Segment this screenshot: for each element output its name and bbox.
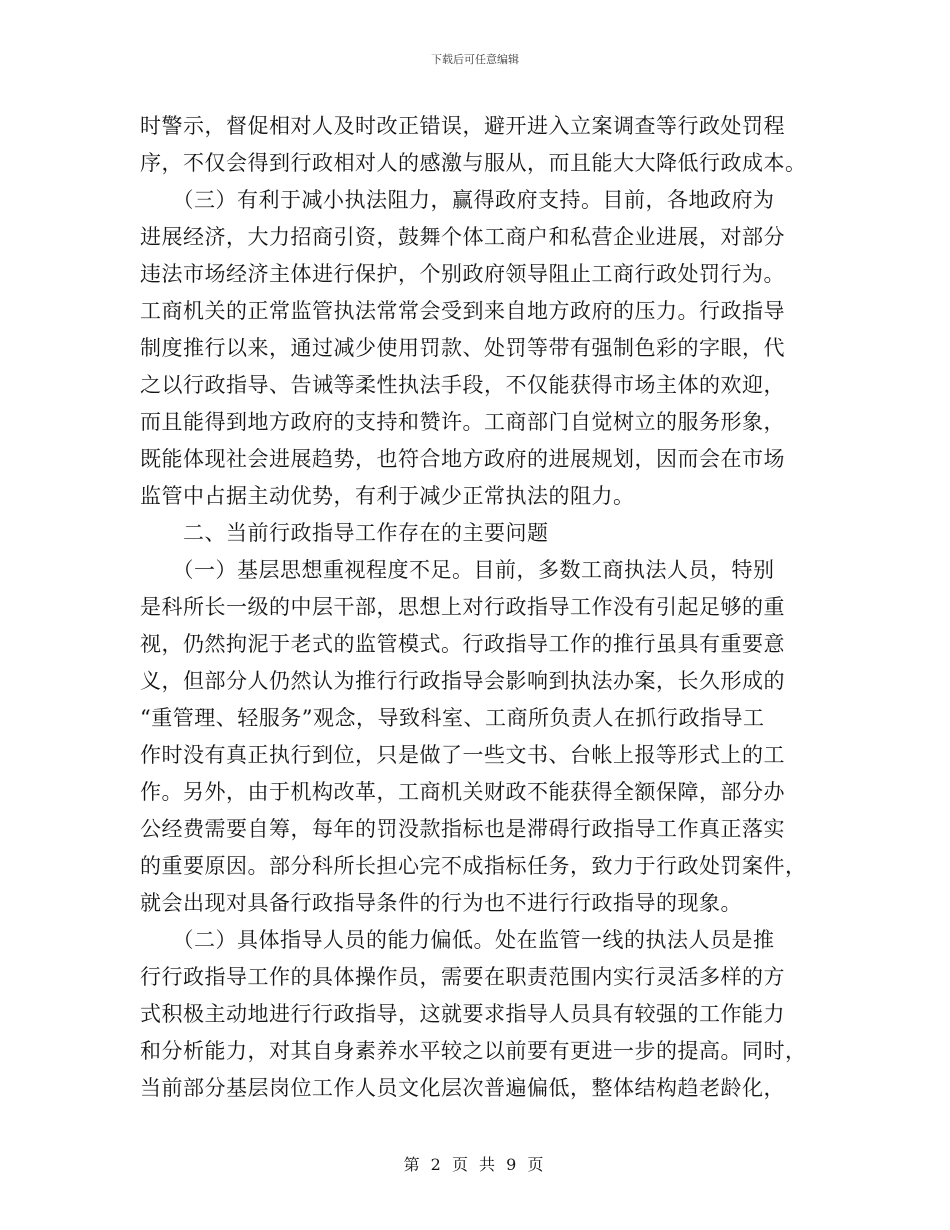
- body-text-line: 工商机关的正常监管执法常常会受到来自地方政府的压力。行政指导: [140, 299, 785, 323]
- body-text-line: 之以行政指导、告诫等柔性执法手段，不仅能获得市场主体的欢迎，: [140, 373, 785, 397]
- body-text-line: 式积极主动地进行行政指导，这就要求指导人员具有较强的工作能力: [140, 1002, 785, 1026]
- body-text-line: 公经费需要自筹，每年的罚没款指标也是滞碍行政指导工作真正落实: [140, 817, 785, 841]
- body-text-line: （三）有利于减小执法阻力，赢得政府支持。目前，各地政府为: [140, 188, 775, 212]
- page-number-footer: 第 2 页 共 9 页: [403, 1155, 547, 1174]
- body-text-line: 作时没有真正执行到位，只是做了一些文书、台帐上报等形式上的工: [140, 743, 785, 767]
- body-text-line: （二）具体指导人员的能力偏低。处在监管一线的执法人员是推: [140, 928, 775, 952]
- body-text-line: 进展经济，大力招商引资，鼓舞个体工商户和私营企业进展，对部分: [140, 225, 785, 249]
- body-text-line: 义，但部分人仍然认为推行行政指导会影响到执法办案，长久形成的: [140, 669, 785, 693]
- section-heading: 二、当前行政指导工作存在的主要问题: [140, 521, 549, 545]
- body-text-line: 序，不仅会得到行政相对人的感激与服从，而且能大大降低行政成本。: [140, 151, 807, 175]
- body-text-line: （一）基层思想重视程度不足。目前，多数工商执法人员，特别: [140, 558, 775, 582]
- body-text-line: 既能体现社会进展趋势，也符合地方政府的进展规划，因而会在市场: [140, 447, 785, 471]
- body-text-line: 是科所长一级的中层干部，思想上对行政指导工作没有引起足够的重: [140, 595, 785, 619]
- body-text-line: 行行政指导工作的具体操作员，需要在职责范围内实行灵活多样的方: [140, 965, 785, 989]
- page-header-note: 下载后可任意编辑: [431, 53, 519, 66]
- body-text-line: 违法市场经济主体进行保护，个别政府领导阻止工商行政处罚行为。: [140, 262, 785, 286]
- body-text-line: 当前部分基层岗位工作人员文化层次普遍偏低，整体结构趋老龄化，: [140, 1076, 785, 1100]
- body-text-line: 和分析能力，对其自身素养水平较之以前要有更进一步的提高。同时，: [140, 1039, 807, 1063]
- body-text-line: 监管中占据主动优势，有利于减少正常执法的阻力。: [140, 484, 635, 508]
- body-text-line: 视，仍然拘泥于老式的监管模式。行政指导工作的推行虽具有重要意: [140, 632, 785, 656]
- body-text-line: 而且能得到地方政府的支持和赞许。工商部门自觉树立的服务形象，: [140, 410, 785, 434]
- body-text-line: 时警示，督促相对人及时改正错误，避开进入立案调查等行政处罚程: [140, 114, 785, 138]
- body-text-line: 作。另外，由于机构改革，工商机关财政不能获得全额保障，部分办: [140, 780, 785, 804]
- body-text-line: 制度推行以来，通过减少使用罚款、处罚等带有强制色彩的字眼，代: [140, 336, 785, 360]
- body-text-line: 的重要原因。部分科所长担心完不成指标任务，致力于行政处罚案件，: [140, 854, 807, 878]
- body-text-line: “重管理、轻服务”观念，导致科室、工商所负责人在抓行政指导工: [140, 706, 765, 730]
- body-text-line: 就会出现对具备行政指导条件的行为也不进行行政指导的现象。: [140, 891, 742, 915]
